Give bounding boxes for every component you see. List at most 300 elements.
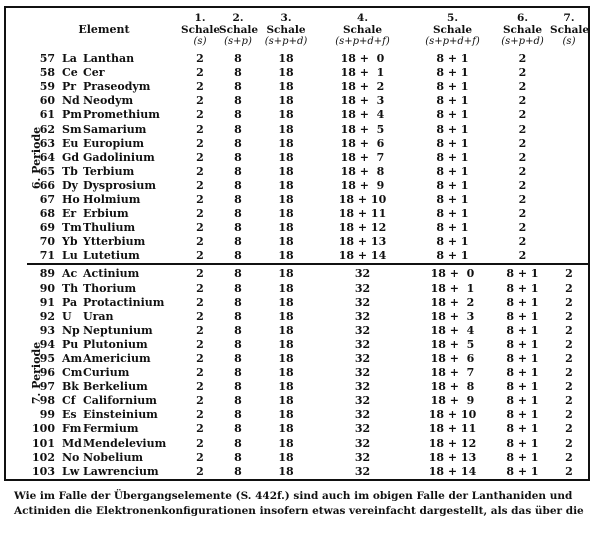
caption-text (14, 489, 588, 519)
shell-6-value: 8 + 1 (506, 295, 539, 309)
shell-4-value: 32 (354, 323, 371, 337)
element-cell (27, 66, 181, 80)
shell-4-value: 32 (354, 422, 371, 436)
table-row (5, 122, 589, 136)
atomic-number: 69 (39, 221, 55, 235)
atomic-number: 71 (39, 249, 55, 263)
atomic-number: 66 (39, 178, 55, 192)
shell-5-value: 18 + 5 (430, 337, 475, 351)
element-name: Praseodym (83, 80, 151, 94)
element-symbol: Cm (62, 366, 83, 380)
shell-1-value: 2 (196, 108, 204, 122)
shell-7-value (550, 221, 589, 235)
atomic-number: 89 (39, 267, 55, 281)
shell-7-value (550, 137, 589, 151)
element-name: Berkelium (83, 380, 148, 394)
shell-7-value: 2 (565, 323, 573, 337)
atomic-number: 103 (32, 464, 55, 478)
atomic-number: 65 (39, 164, 55, 178)
shell-6-value: 8 + 1 (506, 323, 539, 337)
shell-6-value: 8 + 1 (506, 366, 539, 380)
shell-3-value: 18 (278, 352, 294, 366)
shell-1-value: 2 (196, 164, 204, 178)
atomic-number: 70 (39, 235, 55, 249)
shell-5-value: 8 + 1 (436, 207, 469, 221)
shell-4-value: 18 + 7 (340, 150, 385, 164)
shell-7-value (550, 52, 589, 66)
shell-header-2: 2. Schale (s+p) (219, 12, 259, 47)
shell-7-value: 2 (565, 337, 573, 351)
shell-7-value (550, 193, 589, 207)
atomic-number: 96 (39, 366, 55, 380)
atomic-number: 98 (39, 394, 55, 408)
shell-1-value: 2 (196, 309, 204, 323)
element-symbol: Ac (62, 267, 78, 281)
table-row (5, 94, 589, 108)
element-name: Thulium (83, 221, 136, 235)
period-header (5, 7, 27, 52)
shell-1-value: 2 (196, 267, 204, 281)
shell-7-value: 2 (565, 309, 573, 323)
shell-3-value: 18 (278, 337, 294, 351)
shell-5-value: 18 + 10 (428, 408, 477, 422)
element-symbol: Cf (62, 394, 76, 408)
element-cell (27, 122, 181, 136)
shell-5-value: 18 + 9 (430, 394, 475, 408)
table-row (5, 296, 589, 310)
element-symbol: Np (62, 323, 80, 337)
table-row (5, 207, 589, 221)
shell-5-value: 8 + 1 (436, 52, 469, 66)
shell-header-7: 7. Schale (s) (550, 12, 590, 47)
shell-2-value: 8 (234, 450, 242, 464)
table-row (5, 137, 589, 151)
element-name: Cer (83, 66, 105, 80)
shell-6-value: 2 (518, 66, 527, 80)
shell-7-value: 2 (565, 366, 573, 380)
element-name: Uran (83, 309, 114, 323)
element-symbol: Pr (62, 80, 77, 94)
shell-7-value (550, 235, 589, 249)
shell-4-value: 18 + 1 (340, 66, 385, 80)
element-name: Fermium (83, 422, 139, 436)
shell-3-value: 18 (278, 408, 294, 422)
shell-5-value: 8 + 1 (436, 136, 469, 150)
shell-1-value: 2 (196, 80, 204, 94)
table-row (5, 66, 589, 80)
shell-5-value: 18 + 2 (430, 295, 475, 309)
shell-1-value: 2 (196, 408, 204, 422)
atomic-number: 60 (39, 94, 55, 108)
period-label (5, 52, 44, 264)
element-cell (27, 179, 181, 193)
shell-1-value: 2 (181, 249, 219, 264)
shell-6-value: 2 (518, 178, 527, 192)
element-name: Erbium (83, 207, 129, 221)
element-cell (27, 451, 181, 465)
shell-5-value: 18 + 14 (428, 464, 477, 478)
shell-1-value: 2 (196, 366, 204, 380)
element-symbol: Pa (62, 295, 78, 309)
shell-4-value: 32 (354, 366, 371, 380)
table-row (5, 108, 589, 122)
shell-header-6: 6. Schale (s+p+d) (501, 12, 544, 47)
element-symbol: Eu (62, 136, 79, 150)
atomic-number: 101 (32, 436, 55, 450)
atomic-number: 61 (39, 108, 55, 122)
shell-6-value: 2 (518, 150, 527, 164)
shell-5-value: 8 + 1 (436, 221, 469, 235)
table-row (5, 282, 589, 296)
shell-3-value: 18 (278, 366, 294, 380)
element-name: Einsteinium (83, 408, 158, 422)
table-row (5, 422, 589, 436)
shell-2-value: 8 (234, 66, 242, 80)
atomic-number: 63 (39, 136, 55, 150)
shell-7-value: 2 (565, 267, 573, 281)
shell-1-value: 2 (196, 192, 204, 206)
element-name: Neptunium (83, 323, 153, 337)
shell-4-value: 18 + 2 (340, 80, 385, 94)
shell-5-value: 8 + 1 (436, 164, 469, 178)
caption-line-2: Actiniden die Elektronenkonfigurationen insofern etwas vereinfacht dargestellt, als das über die (14, 505, 584, 517)
element-symbol: Er (62, 207, 77, 221)
shell-5-value: 18 + 12 (428, 436, 477, 450)
element-name: Protactinium (83, 295, 165, 309)
shell-4-value: 18 + 3 (340, 94, 385, 108)
atomic-number: 97 (39, 380, 55, 394)
shell-4-value: 18 + 4 (340, 108, 385, 122)
element-cell (27, 207, 181, 221)
element-cell (27, 80, 181, 94)
element-cell (27, 338, 181, 352)
atomic-number: 100 (32, 422, 55, 436)
element-cell (27, 52, 181, 66)
shell-4-value: 18 + 13 (338, 235, 387, 249)
shell-4-value: 18 + 12 (338, 221, 387, 235)
shell-5-value: 18 + 3 (430, 309, 475, 323)
header-row (5, 7, 589, 52)
element-symbol: Ce (62, 66, 78, 80)
element-cell (27, 465, 181, 480)
element-cell (27, 264, 181, 281)
shell-2-value: 8 (219, 249, 257, 264)
element-name: Gadolinium (83, 150, 155, 164)
table-row (5, 324, 589, 338)
atomic-number: 99 (39, 408, 55, 422)
shell-4-value: 18 + 8 (340, 164, 385, 178)
shell-6-value: 8 + 1 (506, 450, 539, 464)
shell-6-value: 8 + 1 (506, 408, 539, 422)
shell-4-value: 32 (354, 394, 371, 408)
shell-2-value: 8 (234, 267, 242, 281)
table-row (5, 408, 589, 422)
shell-6-value: 2 (518, 235, 527, 249)
shell-1-value: 2 (196, 394, 204, 408)
element-symbol: Ho (62, 192, 80, 206)
shell-2-value: 8 (234, 323, 242, 337)
shell-6-value: 8 + 1 (506, 436, 539, 450)
shell-7-value (550, 66, 589, 80)
element-cell (27, 296, 181, 310)
shell-5-value: 8 + 1 (436, 94, 469, 108)
shell-7-value (550, 108, 589, 122)
table-row (5, 221, 589, 235)
shell-1-value: 2 (196, 150, 204, 164)
shell-3-value: 18 (278, 94, 294, 108)
element-symbol: Es (62, 408, 77, 422)
shell-4-value: 18 + 6 (340, 136, 385, 150)
shell-3-value: 18 (278, 295, 294, 309)
shell-3-value: 18 (278, 52, 294, 66)
shell-2-value: 8 (234, 122, 242, 136)
atomic-number: 93 (39, 323, 55, 337)
shell-7-value: 2 (565, 436, 573, 450)
shell-2-value: 8 (234, 221, 242, 235)
element-symbol: Lw (62, 464, 80, 478)
element-name: Promethium (83, 108, 160, 122)
shell-3-value: 18 (278, 221, 294, 235)
shell-3-value: 18 (257, 249, 315, 264)
shell-2-value: 8 (234, 464, 242, 478)
shell-6-value: 2 (518, 52, 527, 66)
shell-4-value: 18 + 11 (338, 207, 387, 221)
shell-4-value: 32 (354, 281, 371, 295)
shell-7-value: 2 (565, 394, 573, 408)
shell-3-value: 18 (278, 235, 294, 249)
shell-3-value: 18 (278, 422, 294, 436)
shell-6-value: 2 (518, 108, 527, 122)
shell-1-value: 2 (196, 380, 204, 394)
element-name: Lanthan (83, 52, 135, 66)
shell-1-value: 2 (196, 235, 204, 249)
period-label-text: 7. Periode (30, 341, 44, 404)
element-symbol: Pu (62, 337, 79, 351)
shell-5-value: 8 + 1 (436, 108, 469, 122)
shell-7-value (550, 94, 589, 108)
shell-6-value: 8 + 1 (506, 309, 539, 323)
shell-4-value: 18 + 0 (340, 52, 385, 66)
shell-2-value: 8 (234, 337, 242, 351)
shell-6-value: 2 (518, 80, 527, 94)
element-name: Terbium (83, 164, 135, 178)
atomic-number: 64 (39, 150, 55, 164)
shell-6-value: 2 (518, 94, 527, 108)
atomic-number: 94 (39, 337, 55, 351)
caption-line-1: Wie im Falle der Übergangselemente (S. 442f.) sind auch im obigen Falle der Lanthaniden und (14, 490, 573, 502)
shell-2-value: 8 (234, 352, 242, 366)
shell-3-value: 18 (278, 164, 294, 178)
shell-2-value: 8 (234, 235, 242, 249)
atomic-number: 102 (32, 450, 55, 464)
element-cell (27, 422, 181, 436)
shell-4-value: 32 (354, 450, 371, 464)
element-cell (27, 282, 181, 296)
shell-header-5: 5. Schale (s+p+d+f) (425, 12, 480, 47)
shell-2-value: 8 (234, 150, 242, 164)
element-cell (27, 380, 181, 394)
element-cell (27, 352, 181, 366)
shell-2-value: 8 (234, 408, 242, 422)
atomic-number: 57 (39, 52, 55, 66)
element-name: Neodym (83, 94, 134, 108)
atomic-number: 59 (39, 80, 55, 94)
atomic-number: 58 (39, 66, 55, 80)
shell-4-value: 32 (354, 352, 371, 366)
shell-7-value (550, 207, 589, 221)
element-name: Lawrencium (83, 464, 159, 478)
table-row (5, 235, 589, 249)
shell-3-value: 18 (278, 450, 294, 464)
shell-3-value: 18 (278, 108, 294, 122)
shell-header-1: 1. Schale (s) (181, 12, 221, 47)
table-row (5, 310, 589, 324)
shell-6-value: 2 (518, 221, 527, 235)
element-symbol: Sm (62, 122, 82, 136)
shell-2-value: 8 (234, 394, 242, 408)
shell-6-value: 2 (495, 249, 550, 264)
shell-5-value: 8 + 1 (410, 249, 495, 264)
shell-3-value: 18 (278, 394, 294, 408)
shell-4-value: 32 (354, 464, 371, 478)
shell-1-value: 2 (196, 436, 204, 450)
atomic-number: 68 (39, 207, 55, 221)
table-row (5, 338, 589, 352)
shell-3-value: 18 (278, 150, 294, 164)
element-symbol: Th (62, 281, 79, 295)
shell-1-value: 2 (196, 52, 204, 66)
shell-7-value (550, 165, 589, 179)
shell-4-value: 32 (354, 267, 371, 281)
shell-6-value: 2 (518, 207, 527, 221)
shell-6-value: 8 + 1 (506, 394, 539, 408)
element-cell (27, 137, 181, 151)
element-cell (27, 235, 181, 249)
shell-4-value: 18 + 9 (340, 178, 385, 192)
shell-2-value: 8 (234, 80, 242, 94)
shell-2-value: 8 (234, 52, 242, 66)
shell-3-value: 18 (278, 267, 294, 281)
shell-5-value: 8 + 1 (436, 66, 469, 80)
shell-5-value: 8 + 1 (436, 235, 469, 249)
shell-2-value: 8 (234, 281, 242, 295)
shell-3-value: 18 (278, 323, 294, 337)
shell-2-value: 8 (234, 436, 242, 450)
shell-6-value: 8 + 1 (506, 464, 539, 478)
shell-4-value: 18 + 10 (338, 192, 387, 206)
shell-1-value: 2 (196, 352, 204, 366)
shell-6-value: 8 + 1 (506, 380, 539, 394)
shell-3-value: 18 (278, 207, 294, 221)
table-row (5, 437, 589, 451)
shell-7-value: 2 (565, 295, 573, 309)
shell-2-value: 8 (234, 164, 242, 178)
shell-1-value: 2 (196, 178, 204, 192)
element-symbol: Am (62, 352, 83, 366)
atomic-number: 90 (39, 281, 55, 295)
element-cell (27, 310, 181, 324)
shell-1-value: 2 (196, 422, 204, 436)
shell-5-value: 8 + 1 (436, 80, 469, 94)
shell-1-value: 2 (196, 94, 204, 108)
shell-4-value: 32 (354, 295, 371, 309)
shell-1-value: 2 (196, 464, 204, 478)
element-name: Holmium (83, 192, 141, 206)
element-symbol: Bk (62, 380, 79, 394)
shell-3-value: 18 (278, 464, 294, 478)
shell-7-value: 2 (565, 352, 573, 366)
shell-7-value (550, 80, 589, 94)
shell-5-value: 18 + 4 (430, 323, 475, 337)
element-cell (27, 165, 181, 179)
atomic-number: 67 (39, 192, 55, 206)
element-symbol: Yb (62, 235, 78, 249)
element-name: Californium (83, 394, 157, 408)
shell-1-value: 2 (196, 136, 204, 150)
shell-6-value: 8 + 1 (506, 267, 539, 281)
shell-4-value: 32 (354, 408, 371, 422)
shell-7-value (550, 179, 589, 193)
element-symbol: Tm (62, 221, 82, 235)
shell-2-value: 8 (234, 192, 242, 206)
atomic-number: 92 (39, 309, 55, 323)
electron-configuration-table (4, 6, 590, 481)
shell-6-value: 8 + 1 (506, 337, 539, 351)
atomic-number: 95 (39, 352, 55, 366)
shell-4-value: 32 (354, 436, 371, 450)
element-name: Actinium (83, 267, 140, 281)
shell-2-value: 8 (234, 366, 242, 380)
element-symbol: Tb (62, 164, 78, 178)
shell-3-value: 18 (278, 66, 294, 80)
shell-3-value: 18 (278, 309, 294, 323)
shell-1-value: 2 (196, 281, 204, 295)
shell-4-value: 32 (354, 309, 371, 323)
atomic-number: 62 (39, 122, 55, 136)
shell-3-value: 18 (278, 192, 294, 206)
shell-7-value: 2 (565, 380, 573, 394)
shell-1-value: 2 (196, 295, 204, 309)
shell-5-value: 18 + 7 (430, 366, 475, 380)
shell-1-value: 2 (196, 323, 204, 337)
shell-7-value: 2 (565, 281, 573, 295)
shell-2-value: 8 (234, 178, 242, 192)
shell-3-value: 18 (278, 80, 294, 94)
element-name: Lutetium (83, 249, 140, 263)
shell-3-value: 18 (278, 136, 294, 150)
shell-6-value: 8 + 1 (506, 352, 539, 366)
shell-5-value: 18 + 1 (430, 281, 475, 295)
element-cell (27, 151, 181, 165)
shell-2-value: 8 (234, 94, 242, 108)
shell-4-value: 18 + 14 (315, 249, 410, 264)
atomic-number: 91 (39, 295, 55, 309)
shell-6-value: 2 (518, 164, 527, 178)
shell-7-value: 2 (565, 450, 573, 464)
element-symbol: U (62, 309, 72, 323)
shell-6-value: 2 (518, 192, 527, 206)
shell-header-4: 4. Schale (s+p+d+f) (335, 12, 390, 47)
shell-5-value: 18 + 6 (430, 352, 475, 366)
table-row (5, 451, 589, 465)
element-symbol: Lu (62, 249, 78, 263)
element-name: Mendelevium (83, 436, 167, 450)
shell-2-value: 8 (234, 207, 242, 221)
shell-5-value: 8 + 1 (436, 192, 469, 206)
element-name: Curium (83, 366, 130, 380)
shell-7-value: 2 (565, 422, 573, 436)
shell-5-value: 18 + 8 (430, 380, 475, 394)
